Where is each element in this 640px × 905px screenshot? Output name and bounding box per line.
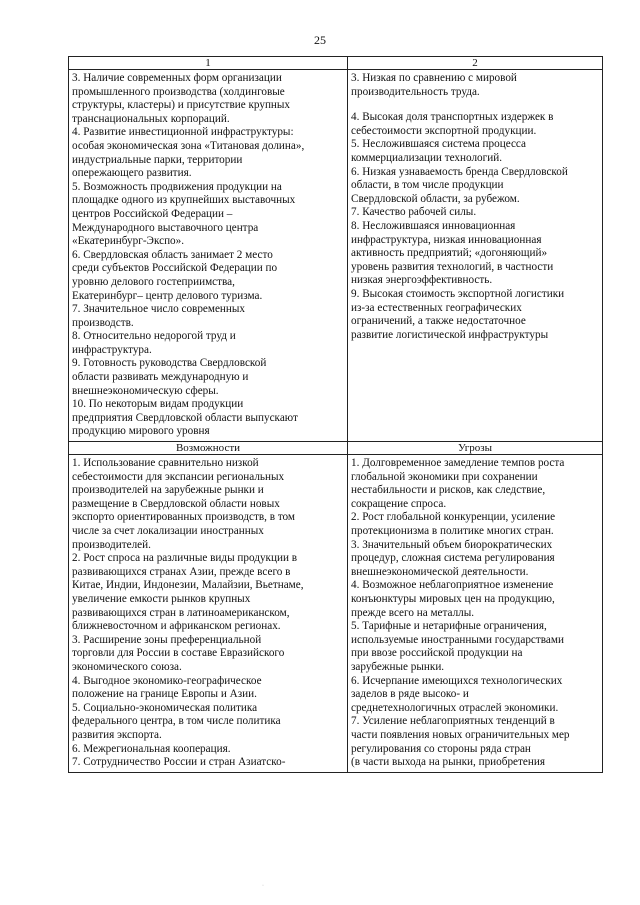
weakness-item: 6. Низкая узнаваемость бренда Свердловской области, в том числе продукции Свердловской области, за рубежом. [351, 165, 568, 205]
threats-cell [348, 455, 603, 773]
strength-item: 9. Готовность руководства Свердловской области развивать международную и внешнеэкономическую сферы. [72, 357, 267, 397]
weakness-item: 9. Высокая стоимость экспортной логистики из-за естественных географических ограничений, а также недостаточное развитие логистической инфраструктуры [351, 287, 565, 341]
weakness-item: 3. Низкая по сравнению с мировой производительность труда. [351, 72, 517, 98]
threat-item: 7. Усиление неблагоприятных тенденций в части появления новых ограничительных мер регулирования со стороны ряда стран (в части выхода на рынки, приобретения [351, 715, 570, 769]
weakness-item: 8. Несложившаяся инновационная инфраструктура, низкая инновационная активность предприятий; «догоняющий» уровень развития технологий, в частности низкая энергоэффективность. [351, 219, 554, 287]
threats-header: Угрозы [348, 442, 603, 455]
threat-item: 2. Рост глобальной конкуренции, усиление протекционизма в политике многих стран. [351, 511, 556, 537]
strength-item: 6. Свердловская область занимает 2 место среди субъектов Российской Федерации по уровню делового гостеприимства, Екатеринбург– центр делового туризма. [72, 248, 278, 302]
page-number: 25 [314, 33, 326, 47]
weakness-item: 4. Высокая доля транспортных издержек в себестоимости экспортной продукции. [351, 111, 554, 137]
opportunities-threats-row [69, 455, 603, 773]
strengths-cell [69, 70, 348, 442]
opportunities-header: Возможности [69, 442, 348, 455]
scan-mark: · [262, 883, 264, 889]
column-1-header: 1 [69, 57, 348, 70]
strength-item: 7. Значительное число современных производств. [72, 303, 246, 329]
strength-item: 4. Развитие инвестиционной инфраструктуры: особая экономическая зона «Титановая долина», индустриальные парки, территории опережающего развития. [72, 126, 305, 180]
strength-item: 5. Возможность продвижения продукции на площадке одного из крупнейших выставочных центров Российской Федерации – Международного выставочного центра «Екатеринбург-Экспо». [72, 180, 296, 248]
spacer [351, 99, 599, 111]
strengths-weaknesses-row [69, 70, 603, 442]
threat-item: 1. Долговременное замедление темпов роста глобальной экономики при сохранении нестабильности и рисков, как следствие, сокращение спроса. [351, 457, 565, 510]
swot-table [68, 56, 603, 773]
section-header-row [69, 442, 603, 455]
strength-item: 10. По некоторым видам продукции предприятия Свердловской области выпускают продукцию мирового уровня [72, 398, 298, 438]
opportunity-item: 4. Выгодное экономико-географическое положение на границе Европы и Азии. [72, 674, 262, 701]
strength-item: 8. Относительно недорогой труд и инфраструктура. [72, 330, 236, 356]
weakness-item: 7. Качество рабочей силы. [351, 206, 477, 219]
opportunity-item: 3. Расширение зоны преференциальной торговли для России в составе Евразийского экономического союза. [72, 633, 285, 673]
opportunity-item: 1. Использование сравнительно низкой себестоимости для экспансии региональных производителей на зарубежные рынки и размещение в Свердловской области новых экспорто ориентированных производств, в том числе за счет локализации иностранных производителей. [72, 457, 296, 551]
threat-item: 5. Тарифные и нетарифные ограничения, используемые иностранными государствами при ввозе российской продукции на зарубежные рынки. [351, 620, 564, 673]
threat-item: 6. Исчерпание имеющихся технологических заделов в ряде высоко- и среднетехнологичных отраслей экономики. [351, 674, 563, 714]
threat-item: 3. Значительный объем биорократических процедур, сложная система регулирования внешнеэкономической деятельности. [351, 538, 555, 578]
opportunity-item: 6. Межрегиональная кооперация. [72, 742, 231, 755]
opportunity-item: 7. Сотрудничество России и стран Азиатско- [72, 756, 286, 769]
column-number-row [69, 57, 603, 70]
column-2-header: 2 [348, 57, 603, 70]
weakness-item: 5. Несложившаяся система процесса коммерциализации технологий. [351, 138, 526, 164]
threat-item: 4. Возможное неблагоприятное изменение конъюнктуры мировых цен на продукцию, прежде всего на металлы. [351, 579, 555, 619]
opportunity-item: 5. Социально-экономическая политика федерального центра, в том числе политика развития экспорта. [72, 701, 281, 741]
strength-item: 3. Наличие современных форм организации промышленного производства (холдинговые структуры, кластеры) и присутствие крупных транснациональных корпораций. [72, 72, 291, 125]
opportunities-cell [69, 455, 348, 773]
opportunity-item: 2. Рост спроса на различные виды продукции в развивающихся странах Азии, прежде всего в Китае, Индии, Индонезии, Малайзии, Вьетнаме, увеличение емкости рынков крупных развивающихся стран в латиноамериканском, ближневосточном и африканском регионах. [72, 552, 304, 633]
weaknesses-cell [348, 70, 603, 442]
